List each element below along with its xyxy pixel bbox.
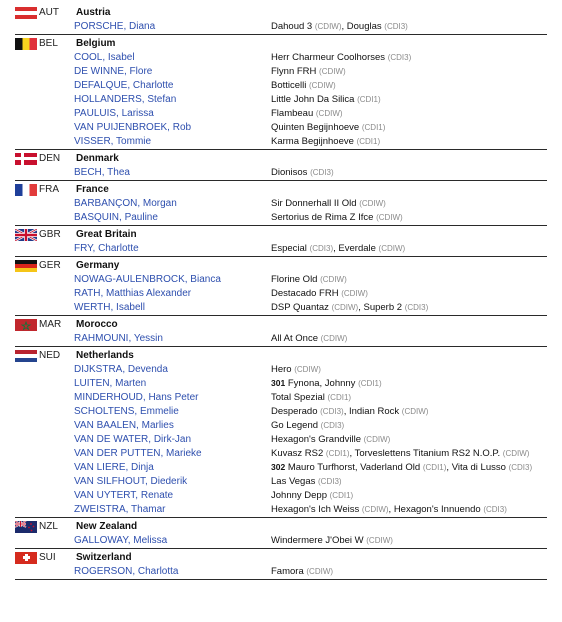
horse-list (271, 136, 380, 147)
nation-name: New Zealand (76, 521, 138, 532)
horse-entry (271, 94, 381, 105)
horse-entry (271, 122, 385, 133)
competition-class: (CDIW) (315, 108, 343, 118)
horse-name: Douglas (346, 20, 382, 32)
nation-name: Switzerland (76, 552, 132, 563)
rider-row (15, 196, 547, 210)
competition-class: (CDIW) (361, 504, 389, 514)
nation-section (15, 183, 547, 226)
competition-class: (CDIW) (309, 80, 336, 90)
rider-link[interactable]: ZWEISTRA, Thamar (74, 503, 166, 515)
germany-flag-icon (15, 260, 37, 272)
horse-number: 301 (271, 377, 286, 388)
rider-row (15, 418, 547, 432)
rider-row (15, 502, 547, 516)
rider-row (15, 432, 547, 446)
nation-code: AUT (39, 7, 59, 18)
competition-class: (CDI3) (404, 302, 429, 312)
horse-entry (364, 302, 429, 313)
horse-name: Everdale (338, 242, 376, 254)
nation-section (15, 259, 547, 316)
horse-name: Florine Old (271, 273, 318, 285)
rider-link[interactable]: VAN DER PUTTEN, Marieke (74, 447, 202, 459)
rider-link[interactable]: VAN LIERE, Dinja (74, 461, 154, 473)
nation-section (15, 551, 547, 580)
horse-name: Hexagon's Innuendo (393, 503, 481, 515)
rider-link[interactable]: ROGERSON, Charlotta (74, 565, 179, 577)
rider-link[interactable]: PAULUIS, Larissa (74, 107, 154, 119)
rider-row (15, 241, 547, 255)
competition-class: (CDI1) (329, 490, 354, 500)
rider-link[interactable]: VISSER, Tommie (74, 135, 152, 147)
horse-entry (271, 364, 321, 375)
horse-list (271, 364, 321, 375)
horse-name: Especial (271, 242, 307, 254)
horse-list (271, 212, 403, 223)
horse-name: Hero (271, 363, 292, 375)
competition-class: (CDI3) (318, 476, 342, 486)
nation-header (15, 6, 547, 19)
horse-entry (271, 288, 368, 299)
nation-header (15, 318, 547, 331)
nation-header (15, 551, 547, 564)
nation-section (15, 37, 547, 150)
competition-class: (CDI3) (508, 462, 533, 472)
horse-list (271, 434, 390, 445)
competition-class: (CDIW) (363, 434, 391, 444)
rider-link[interactable]: RAHMOUNI, Yessin (74, 332, 163, 344)
competition-class: (CDI3) (483, 504, 507, 514)
rider-link[interactable]: DIJKSTRA, Devenda (74, 363, 168, 375)
horse-list: DSP Quantaz (CDIW), Superb 2 (CDI3) (271, 301, 429, 313)
horse-list (271, 66, 346, 77)
horse-list: Desperado (CDI3), Indian Rock (CDIW) (271, 405, 429, 417)
horse-entry (355, 448, 530, 459)
horse-name: Fynona, Johnny (287, 377, 356, 389)
horse-entry (271, 420, 344, 431)
competition-class: (CDIW) (294, 364, 321, 374)
horse-entry (452, 462, 532, 473)
horse-entry (271, 136, 380, 147)
rider-row (15, 50, 547, 64)
nation-section (15, 349, 547, 518)
horse-list: 302 Mauro Turfhorst, Vaderland Old (CDI1), Vita di Lusso (CDI3) (271, 461, 533, 473)
horse-list (271, 108, 343, 119)
horse-name: Sertorius de Rima Z Ifce (271, 211, 374, 223)
rider-link[interactable]: FRY, Charlotte (74, 242, 139, 254)
horse-entry (271, 66, 346, 77)
nation-code: GER (39, 260, 61, 271)
competition-class: (CDI1) (361, 122, 386, 132)
horse-list (271, 490, 353, 501)
rider-row (15, 272, 547, 286)
rider-link[interactable]: VAN UYTERT, Renate (74, 489, 174, 501)
nation-section (15, 318, 547, 347)
rider-link[interactable]: BECH, Thea (74, 166, 130, 178)
competition-class: (CDIW) (502, 448, 530, 458)
horse-list (271, 566, 333, 577)
rider-link[interactable]: RATH, Matthias Alexander (74, 287, 192, 299)
horse-name: Destacado FRH (271, 287, 339, 299)
rider-row (15, 564, 547, 578)
horse-list (271, 333, 347, 344)
horse-list (271, 288, 368, 299)
nation-name: Germany (76, 260, 120, 271)
competition-class: (CDI1) (327, 392, 352, 402)
nation-name: Belgium (76, 38, 116, 49)
new-zealand-flag-icon (15, 521, 37, 533)
horse-entry (271, 476, 342, 487)
rider-link[interactable]: GALLOWAY, Melissa (74, 534, 168, 546)
competition-class: (CDI3) (387, 52, 412, 62)
horse-list (271, 198, 386, 209)
morocco-flag-icon (15, 319, 37, 331)
nation-code: BEL (39, 38, 58, 49)
rider-row (15, 474, 547, 488)
horse-entry (271, 108, 343, 119)
horse-entry (271, 21, 342, 32)
rider-row (15, 362, 547, 376)
horse-list: Hexagon's Ich Weiss (CDIW), Hexagon's Innuendo (CDI3) (271, 503, 507, 515)
horse-list (271, 420, 344, 431)
rider-link[interactable]: VAN DE WATER, Dirk-Jan (74, 433, 192, 445)
horse-entry (271, 167, 334, 178)
competition-class: (CDIW) (376, 212, 403, 222)
competition-class: (CDI3) (320, 406, 344, 416)
rider-row (15, 446, 547, 460)
horse-name: Torveslettens Titanium RS2 N.O.P. (354, 447, 501, 459)
rider-link[interactable]: WERTH, Isabell (74, 301, 145, 313)
netherlands-flag-icon (15, 350, 37, 362)
horse-name: All At Once (271, 332, 318, 344)
competition-class: (CDIW) (401, 406, 429, 416)
competition-class: (CDIW) (366, 535, 393, 545)
rider-row (15, 390, 547, 404)
horse-list (271, 378, 382, 389)
horse-name: Vita di Lusso (451, 461, 506, 473)
nation-section (15, 6, 547, 35)
horse-name: Herr Charmeur Coolhorses (271, 51, 386, 63)
rider-row (15, 331, 547, 345)
rider-row (15, 134, 547, 148)
horse-name: Flambeau (271, 107, 314, 119)
rider-link[interactable]: VAN SILFHOUT, Diederik (74, 475, 188, 487)
great-britain-flag-icon (15, 229, 37, 241)
rider-link[interactable]: SCHOLTENS, Emmelie (74, 405, 179, 417)
nation-section (15, 228, 547, 257)
competition-class: (CDI3) (310, 167, 334, 177)
competition-class: (CDIW) (320, 274, 347, 284)
rider-row (15, 404, 547, 418)
nation-code: DEN (39, 153, 61, 164)
horse-entry (349, 406, 428, 417)
nation-name: Denmark (76, 153, 119, 164)
horse-entry (271, 462, 446, 473)
horse-name: Las Vegas (271, 475, 316, 487)
horse-list: Kuvasz RS2 (CDI1), Torveslettens Titanium RS2 N.O.P. (CDIW) (271, 447, 530, 459)
nation-header (15, 520, 547, 533)
horse-name: Karma Begijnhoeve (271, 135, 354, 147)
nation-code: NED (39, 350, 61, 361)
horse-list: Especial (CDI3), Everdale (CDIW) (271, 242, 406, 254)
horse-list (271, 122, 385, 133)
rider-link[interactable]: BARBANÇON, Morgan (74, 197, 177, 209)
horse-entry (271, 406, 344, 417)
competition-class: (CDIW) (359, 198, 386, 208)
nation-header (15, 228, 547, 241)
nation-code: MAR (39, 319, 62, 330)
rider-link[interactable]: LUITEN, Marten (74, 377, 147, 389)
nation-section (15, 520, 547, 549)
nation-header (15, 37, 547, 50)
horse-list (271, 52, 411, 63)
rider-row (15, 106, 547, 120)
horse-list (271, 94, 381, 105)
rider-row (15, 165, 547, 179)
competition-class: (CDIW) (378, 243, 406, 253)
rider-row (15, 488, 547, 502)
horse-name: Johnny Depp (271, 489, 327, 501)
nation-header (15, 152, 547, 165)
horse-name: Dahoud 3 (271, 20, 313, 32)
horse-name: Desperado (271, 405, 318, 417)
horse-name: Flynn FRH (271, 65, 317, 77)
nation-name: Morocco (76, 319, 118, 330)
competition-class: (CDI1) (422, 462, 447, 472)
horse-name: Indian Rock (348, 405, 400, 417)
competition-class: (CDI3) (309, 243, 334, 253)
horse-list (271, 167, 334, 178)
horse-name: Botticelli (271, 79, 307, 91)
horse-name: Quinten Begijnhoeve (271, 121, 360, 133)
horse-entry (271, 448, 349, 459)
horse-entry (271, 333, 347, 344)
horse-name: Windermere J'Obei W (271, 534, 364, 546)
competition-class: (CDIW) (314, 21, 342, 31)
horse-list (271, 274, 347, 285)
horse-entry (271, 490, 353, 501)
horse-entry (271, 212, 403, 223)
france-flag-icon (15, 184, 37, 196)
nation-name: Austria (76, 7, 111, 18)
horse-name: Superb 2 (363, 301, 403, 313)
competition-class: (CDI3) (320, 420, 345, 430)
horse-entry (394, 504, 507, 515)
competition-class: (CDI1) (357, 94, 381, 104)
rider-link[interactable]: COOL, Isabel (74, 51, 135, 63)
horse-entry (271, 378, 382, 389)
rider-link[interactable]: NOWAG-AULENBROCK, Bianca (74, 273, 221, 285)
nation-header (15, 259, 547, 272)
rider-row (15, 120, 547, 134)
horse-entry (271, 243, 333, 254)
austria-flag-icon (15, 7, 37, 19)
competition-class: (CDIW) (320, 333, 348, 343)
rider-link[interactable]: DEFALQUE, Charlotte (74, 79, 174, 91)
rider-link[interactable]: PORSCHE, Diana (74, 20, 156, 32)
nation-header (15, 349, 547, 362)
competition-class: (CDI1) (356, 136, 381, 146)
horse-name: Hexagon's Grandville (271, 433, 361, 445)
denmark-flag-icon (15, 153, 37, 165)
competition-class: (CDIW) (306, 566, 334, 576)
nation-code: FRA (39, 184, 59, 195)
horse-name: Hexagon's Ich Weiss (271, 503, 360, 515)
rider-row (15, 286, 547, 300)
horse-number: 302 (271, 461, 286, 472)
horse-entry (271, 274, 347, 285)
nation-code: SUI (39, 552, 56, 563)
competition-class: (CDIW) (319, 66, 346, 76)
nation-code: GBR (39, 229, 61, 240)
competition-class: (CDI1) (325, 448, 350, 458)
rider-row (15, 78, 547, 92)
horse-entry (271, 392, 351, 403)
nation-name: France (76, 184, 109, 195)
horse-entry (271, 198, 386, 209)
rider-link[interactable]: BASQUIN, Pauline (74, 211, 158, 223)
horse-list (271, 535, 393, 546)
horse-entry (347, 21, 408, 32)
nation-code: NZL (39, 521, 58, 532)
horse-name: Dionisos (271, 166, 308, 178)
rider-row (15, 64, 547, 78)
rider-row (15, 300, 547, 314)
horse-entry (338, 243, 405, 254)
horse-list (271, 392, 351, 403)
rider-row (15, 460, 547, 474)
horse-list (271, 476, 342, 487)
rider-row (15, 376, 547, 390)
horse-entry (271, 504, 389, 515)
horse-entry (271, 52, 411, 63)
rider-link[interactable]: VAN BAALEN, Marlies (74, 419, 174, 431)
horse-list: Dahoud 3 (CDIW), Douglas (CDI3) (271, 20, 408, 32)
competition-class: (CDI1) (358, 378, 382, 388)
rider-row (15, 533, 547, 547)
rider-row (15, 210, 547, 224)
horse-entry (271, 302, 358, 313)
horse-entry (271, 434, 390, 445)
horse-name: Go Legend (271, 419, 319, 431)
rider-row (15, 19, 547, 33)
competition-class: (CDI3) (384, 21, 408, 31)
rider-link[interactable]: VAN PUIJENBROEK, Rob (74, 121, 192, 133)
rider-link[interactable]: MINDERHOUD, Hans Peter (74, 391, 199, 403)
competition-class: (CDIW) (341, 288, 368, 298)
horse-name: DSP Quantaz (271, 301, 329, 313)
horse-list (271, 80, 336, 91)
horse-name: Kuvasz RS2 (271, 447, 324, 459)
rider-row (15, 92, 547, 106)
competition-class: (CDIW) (331, 302, 359, 312)
rider-link[interactable]: HOLLANDERS, Stefan (74, 93, 177, 105)
horse-name: Little John Da Silica (271, 93, 355, 105)
nation-name: Great Britain (76, 229, 137, 240)
nation-section (15, 152, 547, 181)
horse-entry (271, 566, 333, 577)
horse-name: Famora (271, 565, 304, 577)
horse-name: Sir Donnerhall II Old (271, 197, 357, 209)
horse-name: Total Spezial (271, 391, 325, 403)
belgium-flag-icon (15, 38, 37, 50)
nation-name: Netherlands (76, 350, 134, 361)
switzerland-flag-icon (15, 552, 37, 564)
nation-header (15, 183, 547, 196)
horse-entry (271, 535, 393, 546)
horse-entry (271, 80, 336, 91)
rider-link[interactable]: DE WINNE, Flore (74, 65, 153, 77)
horse-name: Mauro Turfhorst, Vaderland Old (287, 461, 421, 473)
